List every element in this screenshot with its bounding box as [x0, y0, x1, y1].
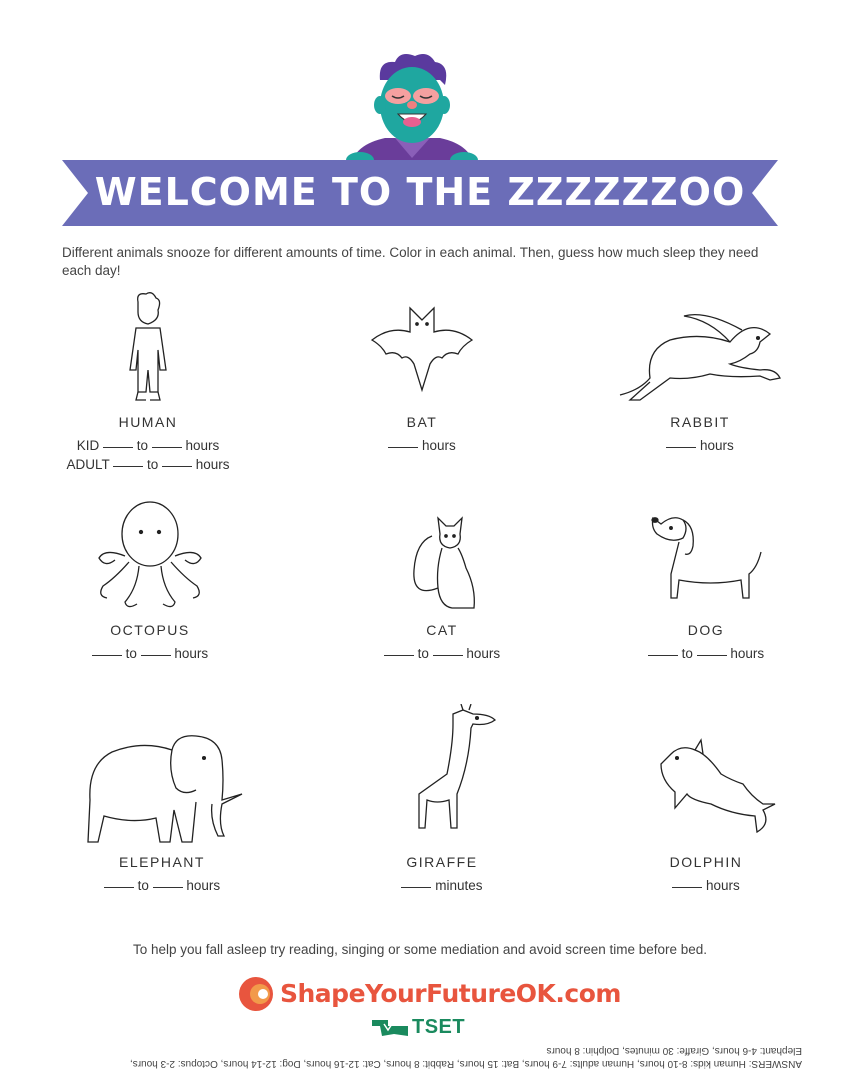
- oklahoma-state-icon: [372, 1018, 408, 1038]
- giraffe-minutes-line: minutes: [342, 878, 542, 893]
- page-title: WELCOME TO THE ZZZZZZOO: [94, 170, 746, 214]
- blank-field[interactable]: [697, 654, 727, 656]
- elephant-outline-icon: [72, 724, 252, 854]
- animal-name-elephant: ELEPHANT: [119, 854, 205, 870]
- blank-field[interactable]: [648, 654, 678, 656]
- rabbit-hours-line: hours: [600, 438, 800, 453]
- blank-field[interactable]: [666, 446, 696, 448]
- tset-text: TSET: [412, 1016, 466, 1038]
- blank-field[interactable]: [103, 446, 133, 448]
- blank-field[interactable]: [401, 886, 431, 888]
- octopus-outline-icon: [85, 498, 215, 616]
- animal-name-dolphin: DOLPHIN: [669, 854, 743, 870]
- human-outline-icon: [108, 290, 188, 408]
- cat-hours-line: to hours: [342, 646, 542, 661]
- animal-card-human: [48, 290, 248, 472]
- animal-card-dolphin: [606, 724, 806, 893]
- answer-key-line-1: ANSWERS: Human kids: 8-10 hours, Human adults: 7-9 hours, Bat: 15 hours, Rabbit: 8 hours, Cat: 12-16 hours, Dog: 12-14 hours, Octopus: 2-3 hours,: [129, 1058, 802, 1069]
- blank-field[interactable]: [433, 654, 463, 656]
- animal-card-cat: [342, 498, 542, 661]
- brand-logo[interactable]: [238, 976, 621, 1012]
- cat-outline-icon: [392, 498, 492, 616]
- animal-card-elephant: [62, 724, 262, 893]
- blank-field[interactable]: [141, 654, 171, 656]
- tset-logo: [372, 1016, 472, 1040]
- blank-field[interactable]: [113, 465, 143, 467]
- animal-card-dog: [606, 498, 806, 661]
- octopus-hours-line: to hours: [50, 646, 250, 661]
- blank-field[interactable]: [384, 654, 414, 656]
- blank-field[interactable]: [672, 886, 702, 888]
- blank-field[interactable]: [152, 446, 182, 448]
- animal-card-bat: [322, 290, 522, 453]
- brand-url[interactable]: ShapeYourFutureOK.com: [280, 979, 621, 1008]
- animal-name-dog: DOG: [687, 622, 725, 638]
- animal-card-octopus: [50, 498, 250, 661]
- blank-field[interactable]: [92, 654, 122, 656]
- animal-name-giraffe: GIRAFFE: [406, 854, 478, 870]
- animal-name-bat: BAT: [406, 414, 438, 430]
- answer-key-line-2: Elephant: 4-6 hours, Giraffe: 30 minutes, Dolphin: 8 hours: [546, 1045, 802, 1056]
- blank-field[interactable]: [162, 465, 192, 467]
- giraffe-outline-icon: [377, 704, 507, 854]
- animal-name-cat: CAT: [426, 622, 458, 638]
- sleep-tip-text: To help you fall asleep try reading, singing or some mediation and avoid screen time before bed.: [132, 942, 708, 957]
- animal-name-octopus: OCTOPUS: [110, 622, 190, 638]
- bat-outline-icon: [342, 290, 502, 408]
- elephant-hours-line: to hours: [62, 878, 262, 893]
- dolphin-outline-icon: [631, 724, 781, 854]
- sleeping-mascot-illustration: [340, 50, 485, 170]
- dolphin-hours-line: hours: [606, 878, 806, 893]
- blank-field[interactable]: [104, 886, 134, 888]
- dog-outline-icon: [631, 498, 781, 616]
- dog-hours-line: to hours: [606, 646, 806, 661]
- intro-text: Different animals snooze for different amounts of time. Color in each animal. Then, guess how much sleep they need each day!: [62, 245, 759, 278]
- rabbit-outline-icon: [610, 290, 790, 408]
- animal-name-human: HUMAN: [118, 414, 178, 430]
- animal-card-giraffe: [342, 704, 542, 893]
- blank-field[interactable]: [153, 886, 183, 888]
- bat-hours-line: hours: [322, 438, 522, 453]
- animal-card-rabbit: [600, 290, 800, 453]
- human-adult-line: ADULT to hours: [66, 457, 230, 472]
- brand-swirl-icon: [238, 976, 274, 1012]
- answer-key: [62, 1044, 802, 1070]
- blank-field[interactable]: [388, 446, 418, 448]
- human-kid-line: KID to hours: [76, 438, 220, 453]
- animal-name-rabbit: RABBIT: [670, 414, 730, 430]
